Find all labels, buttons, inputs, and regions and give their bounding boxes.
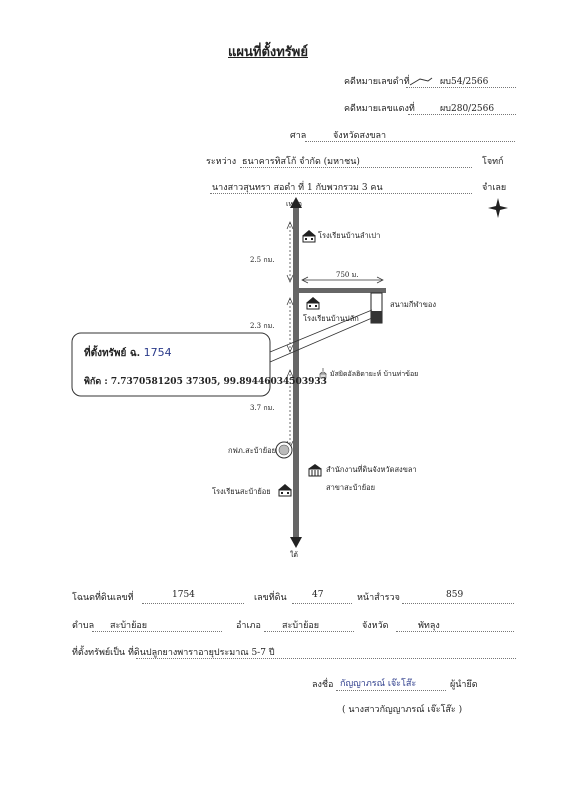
survey-label: หน้าสำรวจ (357, 593, 400, 603)
distance-label-3: 3.7 กม. (250, 404, 275, 412)
district-value: สะบ้าย้อย (282, 621, 320, 631)
land-no-value: 47 (312, 590, 324, 600)
south-label: ใต้ (290, 551, 298, 559)
land-no-label: เลขที่ดิน (254, 593, 287, 603)
property-callout-title (84, 346, 172, 361)
district-label: อำเภอ (236, 621, 261, 631)
subdistrict-label: ตำบล (72, 621, 95, 631)
signature: กัญญาภรณ์ เจ๊ะโส๊ะ (340, 679, 417, 689)
distance-label-2: 2.3 กม. (250, 322, 275, 330)
page-title: แผนที่ตั้งทรัพย์ (228, 45, 308, 60)
seal-icon (276, 442, 292, 458)
distance-label-1: 2.5 กม. (250, 256, 275, 264)
defendant-role: จำเลย (482, 183, 507, 193)
government-building-icon (308, 464, 322, 476)
court-label: ศาล (290, 131, 307, 141)
plaintiff-name: ธนาคารทิสโก้ จำกัด (มหาชน) (242, 157, 360, 167)
province-value: พัทลุง (418, 621, 440, 631)
north-label: เหนือ (286, 200, 302, 208)
compass-rose-icon (488, 198, 508, 218)
property-deed-label: ที่ตั้งทรัพย์ ฉ. (84, 348, 141, 359)
property-deed-number: 1754 (143, 346, 172, 359)
sign-label: ลงชื่อ (312, 680, 334, 690)
plaintiff-role: โจทก์ (482, 157, 504, 167)
mosque-label: มัสยิดอัลฮิดายะห์ บ้านท่าข้อย (330, 370, 419, 378)
main-road (293, 205, 299, 540)
school-label-1: โรงเรียนบ้านลำเปา (318, 231, 381, 240)
field-label: สนามกีฬาของ (390, 300, 437, 309)
south-arrow-icon (290, 537, 302, 548)
distance-label-side: 750 ม. (336, 271, 359, 279)
black-case-label: คดีหมายเลขดำที่ (344, 77, 410, 87)
red-case-label: คดีหมายเลขแดงที่ (344, 104, 415, 114)
school-icon (306, 297, 320, 309)
survey-value: 859 (446, 590, 464, 600)
deed-label: โฉนดที่ดินเลขที่ (72, 593, 134, 603)
property-description: ที่ตั้งทรัพย์เป็น ที่ดินปลูกยางพาราอายุประมาณ 5-7 ปี (72, 648, 275, 658)
signer-full-name: ( นางสาวกัญญาภรณ์ เจ๊ะโส๊ะ ) (342, 705, 463, 715)
school-label-2: โรงเรียนบ้านปลัก (303, 314, 359, 323)
red-case-value: ผบ280/2566 (440, 104, 495, 114)
side-road (296, 288, 386, 293)
land-office-branch-label: สาขาสะบ้าย้อย (326, 483, 375, 492)
seal-label: กฟภ.สะบ้าย้อย (228, 446, 277, 455)
between-label: ระหว่าง (206, 157, 237, 167)
signer-role: ผู้นำยึด (450, 680, 478, 690)
defendant-name: นางสาวสุนทรา สอดำ ที่ 1 กับพวกรวม 3 คน (212, 183, 383, 193)
school-icon (278, 484, 292, 496)
land-office-label: สำนักงานที่ดินจังหวัดสงขลา (326, 465, 417, 474)
deed-value: 1754 (172, 590, 195, 600)
court-value: จังหวัดสงขลา (333, 131, 387, 141)
province-label: จังหวัด (362, 621, 389, 631)
school-label-3: โรงเรียนสะบ้าย้อย (212, 487, 271, 496)
black-case-value: ผบ54/2566 (440, 77, 489, 87)
property-coordinates: พิกัด : 7.7370581205 37305, 99.89446034503933 (84, 377, 327, 387)
school-icon (302, 230, 316, 242)
subdistrict-value: สะบ้าย้อย (110, 621, 148, 631)
